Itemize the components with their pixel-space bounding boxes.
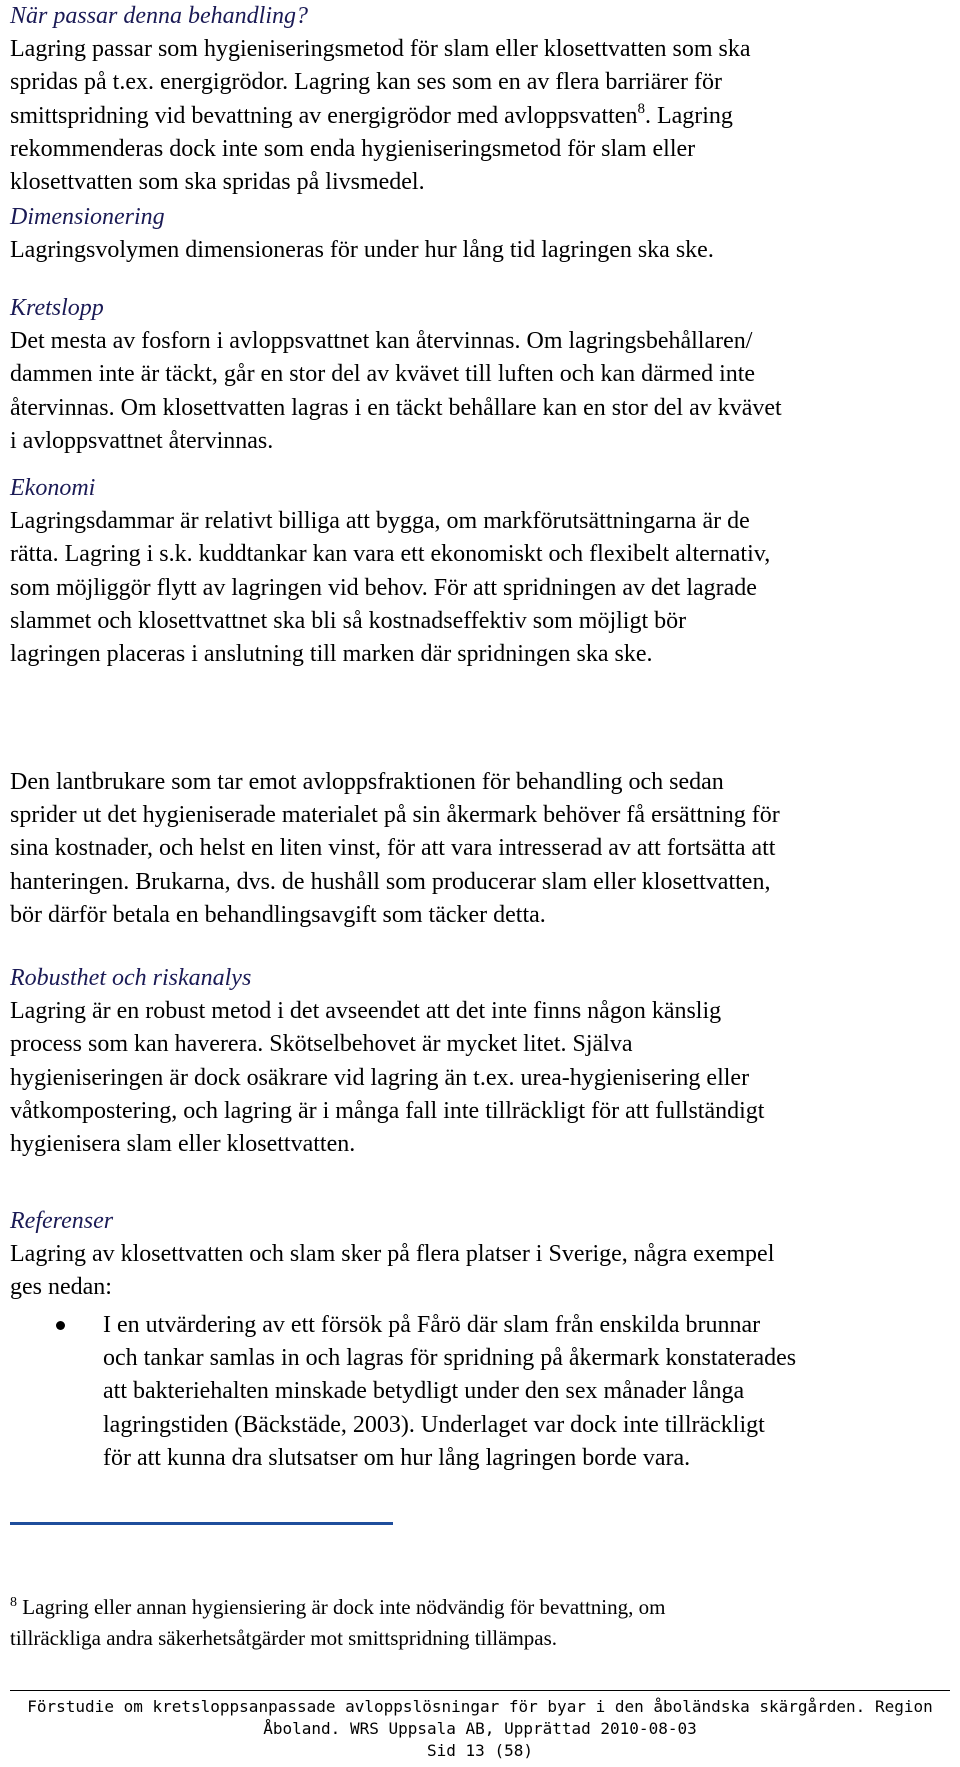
footnote-separator xyxy=(10,1522,393,1525)
paragraph-line: Det mesta av fosforn i avloppsvattnet kan återvinnas. Om lagringsbehållaren/ xyxy=(10,328,753,355)
section-nar-passar xyxy=(10,0,950,199)
paragraph-line: Lagringsvolymen dimensioneras för under hur lång tid lagringen ska ske. xyxy=(10,237,714,264)
footnote-text: Lagring eller annan hygiensiering är dock inte nödvändig för bevattning, om xyxy=(17,1595,666,1619)
paragraph-line: sprider ut det hygieniserade materialet på sin åkermark behöver få ersättning för xyxy=(10,802,780,829)
paragraph-line: hanteringen. Brukarna, dvs. de hushåll som producerar slam eller klosettvatten, xyxy=(10,868,771,895)
page-number: Sid 13 (58) xyxy=(427,1741,533,1760)
list-item-line: för att kunna dra slutsatser om hur lång lagringen borde vara. xyxy=(103,1444,691,1471)
footnote-number: 8 xyxy=(10,1595,17,1610)
section-robusthet xyxy=(10,962,950,1161)
list-item-line: lagringstiden (Bäckstäde, 2003). Underlaget var dock inte tillräckligt xyxy=(103,1411,765,1438)
paragraph-line xyxy=(10,100,950,133)
paragraph-line: Den lantbrukare som tar emot avloppsfraktionen för behandling och sedan xyxy=(10,769,724,795)
section-heading: Ekonomi xyxy=(10,475,96,501)
section-heading: Robusthet och riskanalys xyxy=(10,965,252,991)
paragraph-line: återvinnas. Om klosettvatten lagras i en täckt behållare kan en stor del av kvävet xyxy=(10,394,782,421)
paragraph-line: spridas på t.ex. energigrödor. Lagring kan ses som en av flera barriärer för xyxy=(10,69,722,96)
paragraph-line: dammen inte är täckt, går en stor del av kvävet till luften och kan därmed inte xyxy=(10,361,756,388)
footnote-line: tillräckliga andra säkerhetsåtgärder mot smittspridning tillämpas. xyxy=(10,1626,558,1650)
paragraph-line: våtkompostering, och lagring är i många fall inte tillräckligt för att fullständigt xyxy=(10,1097,765,1124)
section-heading: Dimensionering xyxy=(10,204,165,230)
section-heading: När passar denna behandling? xyxy=(10,3,309,29)
reference-item-text xyxy=(103,1309,796,1475)
section-heading: Kretslopp xyxy=(10,295,104,321)
paragraph-line: rekommenderas dock inte som enda hygieniseringsmetod för slam eller xyxy=(10,135,696,162)
paragraph-line: slammet och klosettvattnet ska bli så kostnadseffektiv som möjligt bör xyxy=(10,607,687,634)
paragraph-line: Lagring passar som hygieniseringsmetod för slam eller klosettvatten som ska xyxy=(10,36,751,63)
paragraph-line: hygienisera slam eller klosettvatten. xyxy=(10,1131,356,1158)
paragraph-line: bör därför betala en behandlingsavgift som täcker detta. xyxy=(10,901,546,928)
footer-divider xyxy=(10,1690,950,1691)
paragraph-line: lagringen placeras i anslutning till marken där spridningen ska ske. xyxy=(10,641,653,668)
list-item-line: att bakteriehalten minskade betydligt under den sex månader långa xyxy=(103,1378,745,1405)
section-referenser xyxy=(10,1205,950,1305)
page-footer xyxy=(10,1696,950,1762)
section-heading: Referenser xyxy=(10,1208,114,1234)
footnote xyxy=(10,1592,665,1654)
paragraph-line: klosettvatten som ska spridas på livsmedel. xyxy=(10,169,425,196)
bullet-icon xyxy=(56,1321,65,1330)
paragraph-line: i avloppsvattnet återvinnas. xyxy=(10,427,274,454)
section-kretslopp xyxy=(10,292,950,458)
section-ekonomi-paragraph-2 xyxy=(10,766,950,932)
paragraph-line: som möjliggör flytt av lagringen vid behov. För att spridningen av det lagrade xyxy=(10,574,757,601)
paragraph-text: smittspridning vid bevattning av energigrödor med avloppsvatten xyxy=(10,102,638,129)
list-item-line: I en utvärdering av ett försök på Fårö där slam från enskilda brunnar xyxy=(103,1312,761,1338)
footnote-reference[interactable]: 8 xyxy=(637,100,645,117)
section-dimensionering xyxy=(10,201,950,267)
footnote-line xyxy=(10,1592,665,1623)
paragraph-line: Lagringsdammar är relativt billiga att bygga, om markförutsättningarna är de xyxy=(10,508,750,535)
paragraph-line: process som kan haverera. Skötselbehovet är mycket litet. Själva xyxy=(10,1031,633,1058)
section-ekonomi xyxy=(10,472,950,671)
paragraph-line: rätta. Lagring i s.k. kuddtankar kan vara ett ekonomiskt och flexibelt alternativ, xyxy=(10,541,771,568)
paragraph-line: hygieniseringen är dock osäkrare vid lagring än t.ex. urea-hygienisering eller xyxy=(10,1064,750,1091)
paragraph-line: sina kostnader, och helst en liten vinst, för att vara intresserad av att fortsätta att xyxy=(10,835,776,862)
paragraph-line: Lagring av klosettvatten och slam sker på flera platser i Sverige, några exempel xyxy=(10,1241,775,1268)
paragraph-line: ges nedan: xyxy=(10,1274,112,1301)
list-item-line: och tankar samlas in och lagras för spridning på åkermark konstaterades xyxy=(103,1345,797,1372)
paragraph-text: . Lagring xyxy=(644,102,733,129)
paragraph-line: Lagring är en robust metod i det avseendet att det inte finns någon känslig xyxy=(10,998,722,1025)
footer-line: Åboland. WRS Uppsala AB, Upprättad 2010-08-03 xyxy=(263,1719,697,1738)
footer-line: Förstudie om kretsloppsanpassade avloppslösningar för byar i den åboländska skärgården. Region xyxy=(27,1697,933,1716)
